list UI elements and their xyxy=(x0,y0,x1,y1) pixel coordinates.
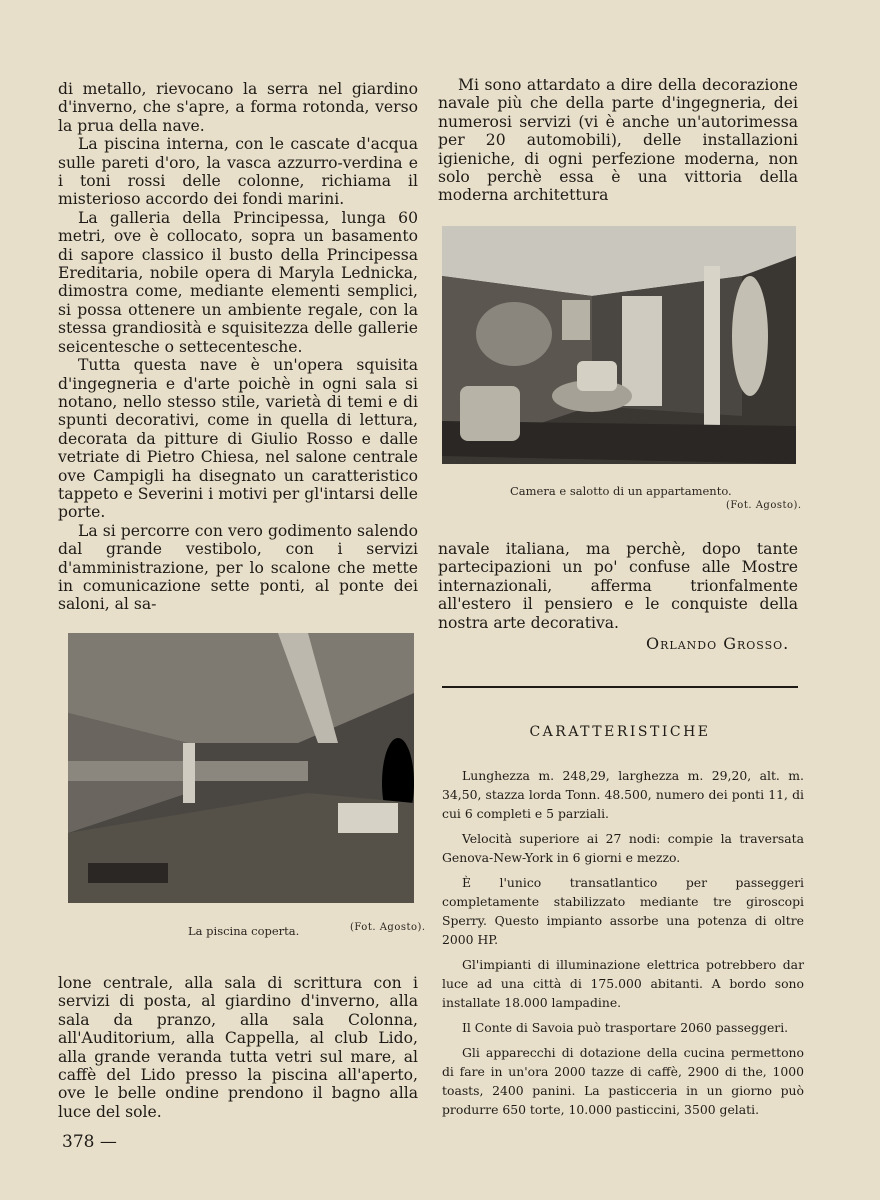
right-column-mid-text xyxy=(438,540,798,632)
left-column-bottom-text xyxy=(58,974,418,1121)
left-column-top-text xyxy=(58,80,418,614)
pool-photo xyxy=(68,633,414,903)
paragraph: La si percorre con vero godimento salendo dal grande vestibolo, con i servizi d'amministrazione, per lo scalone che mette in comunicazione sette ponti, al ponte dei saloni, al sa- xyxy=(58,521,418,614)
paragraph: Tutta questa nave è un'opera squisita d'ingegneria e d'arte poichè in ogni sala si notano, nello stesso stile, varietà di temi e di spunti decorativi, come in quella di lettura, decorata da pitture di Giulio Rosso e dalle vetriate di Pietro Chiesa, nel salone centrale ove Campigli ha disegnato un caratteristico tappeto e Severini i motivi per gl'intarsi delle porte. xyxy=(58,356,418,522)
apartment-photo-caption: Camera e salotto di un appartamento. xyxy=(510,484,732,498)
pool-photo-caption: La piscina coperta. xyxy=(188,924,300,938)
spec-paragraph: Gli apparecchi di dotazione della cucina permettono di fare in un'ora 2000 tazze di caffè, 2900 di the, 1000 toasts, 2400 panini. La pasticceria in un giorno può produrre 650 torte, 10.000 pasticcini, 3500 gelati. xyxy=(442,1045,804,1117)
pool-photo-credit: (Fot. Agosto). xyxy=(350,922,426,933)
paragraph: Mi sono attardato a dire della decorazione navale più che della parte d'ingegneria, dei numerosi servizi (vi è anche un'autorimessa per 20 automobili), delle installazioni igieniche, di ogni perfezione moderna, non solo perchè essa è una vittoria della moderna architettura xyxy=(438,76,798,205)
spec-paragraph: Velocità superiore ai 27 nodi: compie la traversata Genova-New-York in 6 giorni e mezzo. xyxy=(442,831,804,865)
author-signature: Orlando Grosso. xyxy=(646,634,790,653)
paragraph: di metallo, rievocano la serra nel giardino d'inverno, che s'apre, a forma rotonda, verso la prua della nave. xyxy=(58,80,418,135)
apartment-photo-credit: (Fot. Agosto). xyxy=(726,500,802,511)
spec-paragraph: Lunghezza m. 248,29, larghezza m. 29,20, alt. m. 34,50, stazza lorda Tonn. 48.500, numero dei ponti 11, di cui 6 completi e 5 parziali. xyxy=(442,768,804,821)
spec-paragraph: È l'unico transatlantico per passeggeri completamente stabilizzato mediante tre giroscopi Sperry. Questo impianto assorbe una potenza di oltre 2000 HP. xyxy=(442,875,804,947)
specs-title: CARATTERISTICHE xyxy=(529,724,711,740)
specs-list xyxy=(442,766,804,1125)
pool-photo-image xyxy=(68,633,414,903)
paragraph: navale italiana, ma perchè, dopo tante partecipazioni un po' confuse alle Mostre internazionali, afferma trionfalmente all'estero il pensiero e le conquiste della nostra arte decorativa. xyxy=(438,540,798,632)
page-number: 378 — xyxy=(62,1132,117,1152)
apartment-photo-image xyxy=(442,226,796,464)
right-column-top-text xyxy=(438,76,798,205)
paragraph: La piscina interna, con le cascate d'acqua sulle pareti d'oro, la vasca azzurro-verdina e i toni rossi delle colonne, richiama il misterioso accordo dei fondi marini. xyxy=(58,135,418,209)
paragraph: La galleria della Principessa, lunga 60 metri, ove è collocato, sopra un basamento di sapore classico il busto della Principessa Ereditaria, nobile opera di Maryla Lednicka, dimostra come, mediante elementi semplici, si possa ottenere un ambiente regale, con la stessa grandiosità e squisitezza delle gallerie seicentesche o settecentesche. xyxy=(58,208,418,356)
apartment-photo xyxy=(442,226,796,464)
spec-paragraph: Il Conte di Savoia può trasportare 2060 passeggeri. xyxy=(462,1020,789,1035)
spec-paragraph: Gl'impianti di illuminazione elettrica potrebbero dar luce ad una città di 175.000 abitanti. A bordo sono installate 18.000 lampadine. xyxy=(442,957,804,1010)
divider-rule xyxy=(442,686,798,688)
paragraph: lone centrale, alla sala di scrittura con i servizi di posta, al giardino d'inverno, alla sala da pranzo, alla sala Colonna, all'Auditorium, alla Cappella, al club Lido, alla grande veranda tutta vetri sul mare, al caffè del Lido presso la piscina all'aperto, ove le belle ondine prendono il bagno alla luce del sole. xyxy=(58,974,418,1121)
